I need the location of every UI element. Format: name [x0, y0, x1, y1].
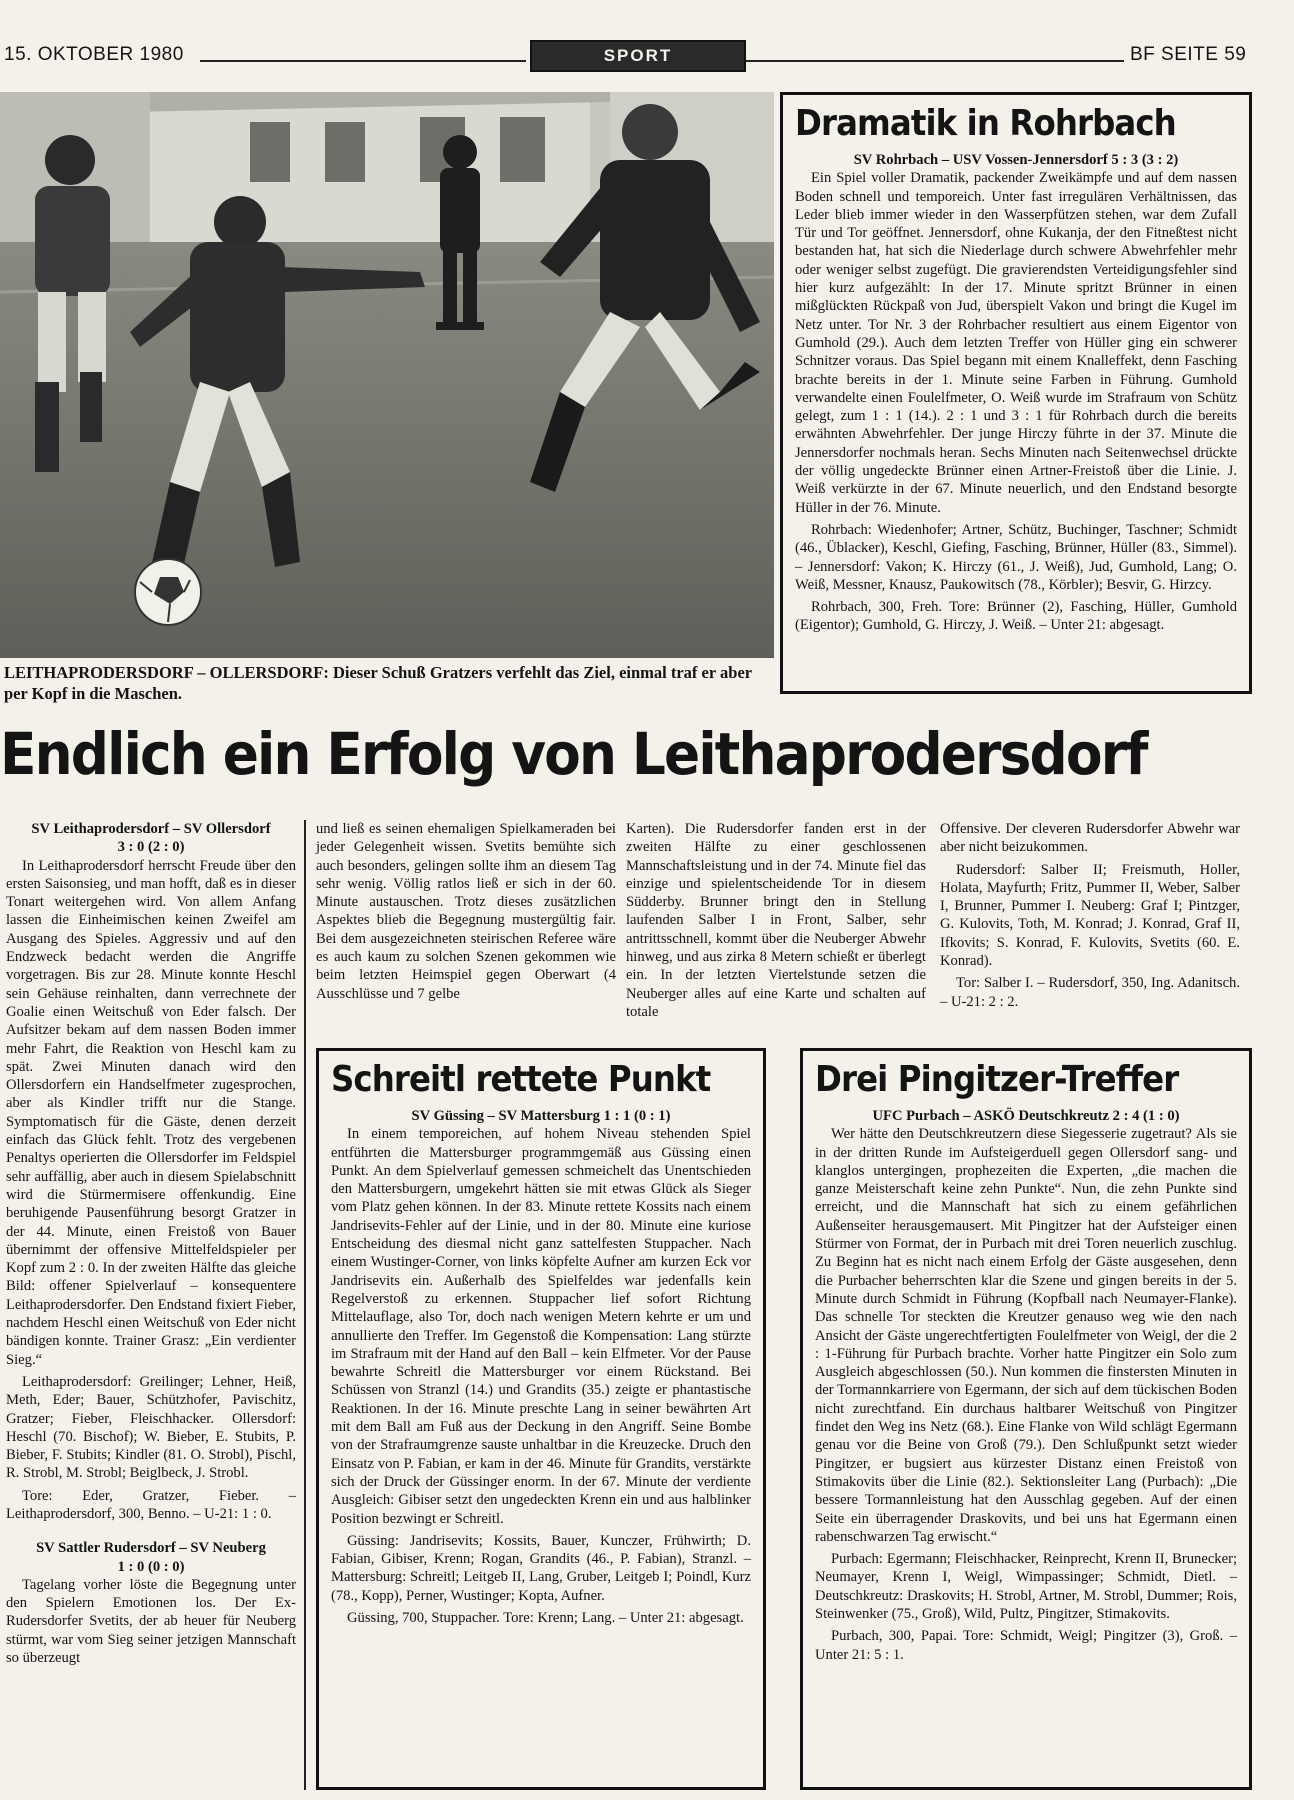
- second-column-2: [626, 820, 926, 1021]
- football-scene-image: [0, 92, 774, 658]
- purbach-subhead: UFC Purbach – ASKÖ Deutschkreutz 2 : 4 (1 : 0): [872, 1108, 1180, 1124]
- rohrbach-goals: Rohrbach, 300, Freh. Tore: Brünner (2), Fasching, Hüller, Gumhold (Eigentor); Gumhold, G. Hirczy, J. Weiß. – Unter 21: abgesagt.: [795, 599, 1237, 634]
- second-paragraph-1: Tagelang vorher löste die Begegnung unter den Spielern Emotionen los. Der Ex-Rudersdorfer Svetits, der ab heuer für Neuberg stürmt, war vom Sieg seiner jetzigen Mannschaft so überzeugt: [6, 1576, 296, 1667]
- lead-headline: Endlich ein Erfolg von Leithaprodersdorf: [0, 720, 1147, 788]
- article-box-guessing: [316, 1048, 766, 1790]
- second-lineup: Rudersdorf: Salber II; Freismuth, Holler, Holata, Mayfurth; Fritz, Pummer II, Weber, Salber I, Brunner, Pummer I. Neuberg: Graf I; Pintzger, G. Kulovits, Toth, M. Konrad; J. Konrad, Graf II, Ifkovits; S. Konrad, F. Kulovits, Svetits (60. E. Konrad).: [940, 861, 1240, 970]
- guessing-lineup: Güssing: Jandrisevits; Kossits, Bauer, Kunczer, Frühwirth; D. Fabian, Gibiser, Krenn; Rogan, Grandits (46., P. Fabian), Stranzl. – Mattersburg: Schreitl; Leitgeb II, Lang, Gruber, Leitgeb I; Poindl, Kurz (78., Kopp), Perner, Wustinger; Kopta, Aufner.: [331, 1532, 751, 1604]
- issue-date: 15. OKTOBER 1980: [4, 44, 184, 65]
- lead-paragraph-2: und ließ es seinen ehemaligen Spielkameraden bei jeder Gelegenheit wissen. Svetits bemühte sich auch besonders, gelingen sollte ihm an diesem Tag sehr wenig. Völlig ratlos ließ er sich in der 60. Minute austauschen. Trotz dieses zusätzlichen Aspektes blieb die Begegnung mustergültig fair. Bei dem ausgezeichneten steirischen Referee wäre es auch kaum zu solchen Szenen gekommen wie beim letzten Heimspiel gegen Oberwart (4 Ausschlüsse und 7 gelbe: [316, 821, 616, 1002]
- article-box-purbach: [800, 1048, 1252, 1790]
- match-photo: [0, 92, 774, 658]
- rohrbach-lineup: Rohrbach: Wiedenhofer; Artner, Schütz, Buchinger, Taschner; Schmidt (46., Üblacker), Keschl, Giefing, Fasching, Brünner, Hüller (83., Simmel). – Jennersdorf: Vakon; K. Hirczy (61., J. Weiß), Jud, Gumhold, Lang; O. Weiß, Messner, Knausz, Paukowitsch (78., Körbler); Besvir, G. Hirzcy.: [795, 521, 1237, 593]
- column-divider: [304, 820, 306, 1790]
- second-paragraph-3: Offensive. Der cleveren Rudersdorfer Abwehr war aber nicht beizukommen.: [940, 821, 1240, 856]
- lead-lineup: Leithaprodersdorf: Greilinger; Lehner, Heiß, Meth, Eder; Bauer, Schützhofer, Pavischitz, Gratzer; Fieber, Fleischhacker. Ollersdorf: Heschl (70. Bischof); W. Bieber, E. Stubits, P. Bieber, F. Stubits; Kindler (81. O. Strobl), Pischl, R. Strobl, M. Strobl; Beiglbeck, J. Strobl.: [6, 1373, 296, 1482]
- guessing-body: In einem temporeichen, auf hohem Niveau stehenden Spiel entführten die Mattersburger programmgemäß aus Güssing einen Punkt. An dem Spielverlauf gemessen schmeichelt das Unentschieden den Mattersburgern, umgekehrt hätten sie mit etwas Glück als Sieger vom Platz gehen können. In der 83. Minute rettete Kossits nach einem Jandrisevits-Fehler auf der Linie, und in der 80. Minute eine kuriose Entscheidung des diesmal nicht ganz sattelfesten Stuppacher. Nach einem Wustinger-Corner, von links köpfelte Aufner am kurzen Eck vor Jandrisevits ein. Außerhalb des Spielfeldes war jedenfalls kein Regelverstoß zu erkennen. Stuppacher lief sofort Richtung Mittelauflage, also Tor, doch nach wenigen Metern kehrte er um und annullierte den Treffer. Im Gegenstoß die Kompensation: Lang stürzte im Strafraum mit der Hand auf den Ball – kein Elfmeter. Vor der Pause bewahrte Schreitl die Mattersburger vor einem Rückstand. Bei Schüssen von Stranzl (14.) und Grandits (35.) zeigte er phantastische Reaktionen. In der 16. Minute preschte Lang in seiner bewährten Art mit dem Ball am Fuß aus der Deckung in den Angriff. Seine Bombe von der Strafraumgrenze sauste unhaltbar in die Kreuzecke. Druch den Einsatz von P. Fabian, er kam in der 46. Minute für Grandits, verstärkte sich der Druck der Güssinger enorm. In der 67. Minute der verdiente Ausgleich: Gibiser setzt den ungedeckten Krenn ein und aus halblinker Position bezwingt er Schreitl.: [331, 1126, 751, 1527]
- second-paragraph-2: Karten). Die Rudersdorfer fanden erst in der zweiten Hälfte zu einer geschlossenen Mannschaftsleistung und in der 74. Minute fiel das einzige und spielentscheidende Tor in diesem Südderby. Brunner bringt den in Stellung laufenden Salber I in Front, Salber, sehr antrittsschnell, kommt über die Neuberger Abwehr hinweg, und aus zirka 8 Metern schießt er überlegt ein. In der letzten Viertelstunde setzen die Neuberger alles auf eine Karte und schalten auf totale: [626, 821, 926, 1020]
- second-subhead: SV Sattler Rudersdorf – SV Neuberg: [36, 1540, 266, 1557]
- lead-score: 3 : 0 (2 : 0): [117, 839, 185, 856]
- article-box-rohrbach: [780, 92, 1252, 694]
- lead-goals: Tore: Eder, Gratzer, Fieber. – Leithaprodersdorf, 300, Benno. – U-21: 1 : 0.: [6, 1487, 296, 1522]
- rohrbach-body: Ein Spiel voller Dramatik, packender Zweikämpfe und auf dem nassen Boden schnell und temporeich. Unter fast irregulären Verhältnissen, das Leder blieb immer wieder in den Wasserpfützen stehen, war dem Zufall Tür und Tor geöffnet. Jennersdorf, ohne Kukanja, der den Fitneßtest nicht bestanden hat, hat sich die Niederlage durch schwere Abwehrfehler mehr oder weniger selbst zugefügt. Die gravierendsten Verteidigungsfehler sind hier kurz aufgezählt: In der 17. Minute spritzt Brünner in einen mißglückten Rückpaß von Jud, überspielt Vakon und bringt die Kugel im Netz unter. Tor Nr. 3 der Rohrbacher resultiert aus einem Eigentor von Gumhold (29.). Auch dem letzten Treffer von Hüller ging ein schwerer Schnitzer voraus. Das Spiel begann mit einem Knalleffekt, denn Fasching brachte bereits in der 1. Minute seine Farben in Führung. Gumhold verwandelte einen Foulelfmeter, O. Weiß wurde im Strafraum von Schütz gelegt, zum 1 : 1 (14.). 2 : 1 und 3 : 1 für Rohrbach durch die bereits erwähnten Abwehrfehler. Der junge Hirczy führte in der 37. Minute die Jennersdorfer nochmals heran. Sechs Minuten nach Seitenwechsel drückte der völlig ungedeckte Brünner einen Artner-Freistoß über die Linie. J. Weiß verkürzte in der 67. Minute neuerlich, und den Endstand besorgte Hüller in der 76. Minute.: [795, 170, 1237, 516]
- guessing-subhead: SV Güssing – SV Mattersburg 1 : 1 (0 : 1): [411, 1108, 671, 1124]
- rohrbach-subhead: SV Rohrbach – USV Vossen-Jennersdorf 5 : 3 (3 : 2): [853, 152, 1179, 168]
- lead-paragraph-1: In Leithaprodersdorf herrscht Freude über den ersten Saisonsieg, und man hofft, daß es in dieser Tonart weitergehen wird. Von allem Anfang lassen die Einheimischen keinen Zweifel am Ausgang des Spieles. Aggressiv und auf den Endzweck bedacht werden die Angriffe vorgetragen. Bis zur 28. Minute konnte Heschl sein Gehäuse reinhalten, dann verrechnete der Goalie einen Weitschuß von Eder falsch. Der Aufsitzer bekam auf dem nassen Boden immer mehr Fahrt, die Reaktion von Heschl kam zu spät. Zwei Minuten danach wird den Ollersdorfern ein Handselfmeter zugesprochen, aber als Kindler trifft nur die Stange. Symptomatisch für die Gäste, denen derzeit einfach das Glück fehlt. Trotz des vergebenen Penaltys operierten die Ollersdorfer im Feldspiel sehr auffällig, aber auch in diesem Spielabschnitt wird die Stürmermisere offenkundig. Eine beruhigende Pausenführung besorgt Gratzer in der 44. Minute, einen Freistoß von Bauer übernimmt der offensive Mittelfeldspieler per Kopf zum 2 : 0. In der zweiten Hälfte das gleiche Bild: offener Spielverlauf – konsequentere Leithaprodersdorfer. Den Endstand fixiert Fieber, nachdem Heschl einen Weitschuß von Eder nicht bändigen konnte. Trainer Grasz: „Ein verdienter Sieg.“: [6, 857, 296, 1368]
- lead-column-1: [6, 820, 296, 1667]
- section-label: SPORT: [530, 40, 746, 72]
- second-goals: Tor: Salber I. – Rudersdorf, 350, Ing. Adanitsch. – U-21: 2 : 2.: [940, 975, 1240, 1010]
- purbach-goals: Purbach, 300, Papai. Tore: Schmidt, Weigl; Pingitzer (3), Groß. – Unter 21: 5 : 1.: [815, 1628, 1237, 1663]
- header-rule-right: [746, 60, 1124, 62]
- purbach-body: Wer hätte den Deutschkreutzern diese Siegesserie zugetraut? Als sie in der dritten Runde im Aufsteigerduell gegen Ollersdorf sang- und klanglos untergingen, prophezeiten die Experten, „die machen die ganze Meisterschaft keine zehn Punkte“. Nun, die zehn Punkte sind erreicht, und die Mannschaft hat sich zu einem gefährlichen Außenseiter herausgemausert. Mit Pingitzer hat der Aufsteiger einen Stürmer von Format, der in Purbach mit drei Toren neuerlich zuschlug. Zu Beginn hat es nicht nach einem Erfolg der Gäste ausgesehen, denn die Purbacher beherrschten klar die Szene und gingen bereits in der 5. Minute durch Schmidt in Führung (Kopfball nach Neumayer-Flanke). Das schnelle Tor steckten die Kreutzer genauso weg wie den nach Ansicht der Gäste ungerechtfertigten Foulelfmeter von Weigl, der die 2 : 1-Führung für Purbach brachte. Vorher hatte Pingitzer ein Solo zum Ausgleich abgeschlossen (50.). Nun kommen die finstersten Minuten in der Tormannkarriere von Egermann, der sich auf dem tückischen Boden nicht zurechtfand. Ein durchaus haltbarer Weitschuß von Pingitzer findet den Weg ins Netz (68.). Eine Flanke von Wild schlägt Egermann genau vor die Beine von Groß (79.). Den Schlußpunkt setzt wieder Pingitzer, er bugsiert aus kürzester Distanz einen Freistoß von Stimakovits über die Linie (82.). Sektionsleiter Lang (Purbach): „Die bessere Tormannleistung hat den Ausschlag gegeben. Auf der einen Seite ein überragender Draskovits, und bei uns hat Egermann einen rabenschwarzen Tag erwischt.“: [815, 1126, 1237, 1545]
- purbach-lineup: Purbach: Egermann; Fleischhacker, Reinprecht, Krenn II, Brunecker; Neumayer, Krenn I, Weigl, Wimpassinger; Schmidt, Dietl. – Deutschkreutz: Draskovits; H. Strobl, Artner, M. Strobl, Dummer; Rois, Steinwenker (75., Groß), Wild, Pultz, Pingitzer, Stimakovits.: [815, 1551, 1237, 1623]
- guessing-title: Schreitl rettete Punkt: [331, 1059, 711, 1100]
- guessing-goals: Güssing, 700, Stuppacher. Tore: Krenn; Lang. – Unter 21: abgesagt.: [347, 1610, 744, 1627]
- rohrbach-title: Dramatik in Rohrbach: [795, 103, 1176, 144]
- page-number: BF SEITE 59: [1130, 44, 1247, 65]
- lead-column-2: [316, 820, 616, 1003]
- photo-caption: LEITHAPRODERSDORF – OLLERSDORF: Dieser Schuß Gratzers verfehlt das Ziel, einmal traf er aber per Kopf in die Maschen.: [4, 663, 752, 703]
- purbach-title: Drei Pingitzer-Treffer: [815, 1059, 1179, 1100]
- second-score: 1 : 0 (0 : 0): [117, 1558, 185, 1575]
- second-column-3: [940, 820, 1240, 1011]
- lead-subhead: SV Leithaprodersdorf – SV Ollersdorf: [31, 821, 271, 837]
- header-rule-left: [200, 60, 526, 62]
